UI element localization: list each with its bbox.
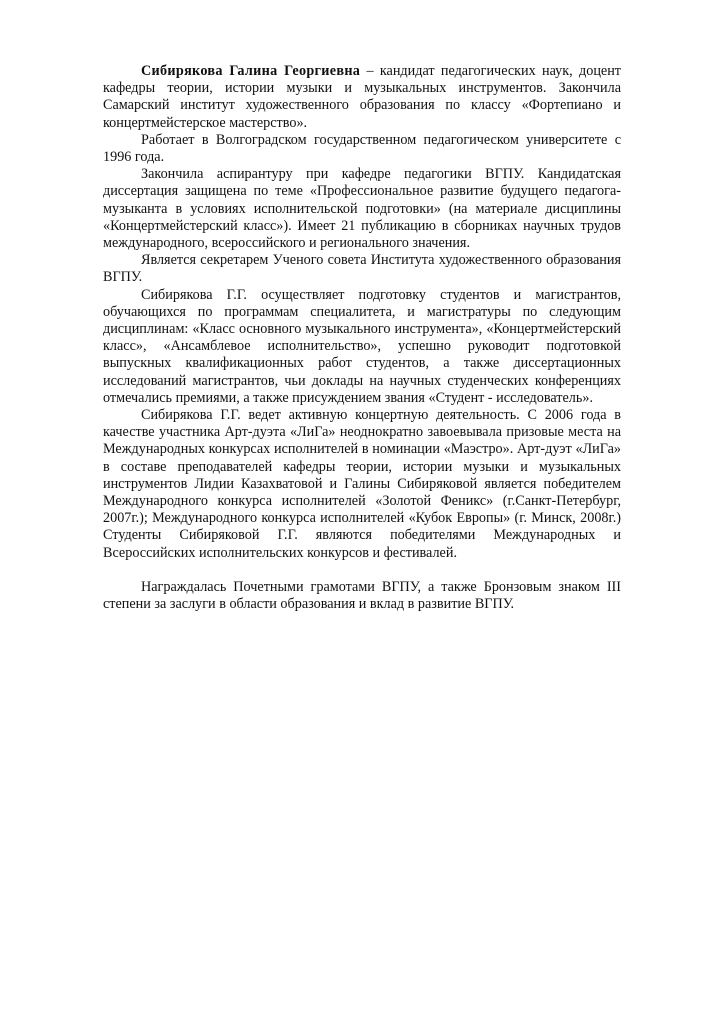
paragraph-awards: Награждалась Почетными грамотами ВГПУ, а также Бронзовым знаком III степени за заслуги в области образования и вклад в развитие ВГПУ. bbox=[103, 578, 621, 613]
paragraph-teaching: Сибирякова Г.Г. осуществляет подготовку студентов и магистрантов, обучающихся по программам специалитета, и магистратуры по следующим дисциплинам: «Класс основного музыкального инструмента», «Концертмейстерский класс», «Ансамблевое исполнительство», успешно руководит подготовкой выпускных квалификационных работ студентов, а также диссертационных исследований магистрантов, чьи доклады на научных студенческих конференциях отмечались премиями, а также присуждением звания «Студент - исследователь». bbox=[103, 286, 621, 406]
paragraph-secretary-note: Является секретарем Ученого совета Института художественного образования ВГПУ. bbox=[103, 252, 621, 286]
paragraph-concert-activity: Сибирякова Г.Г. ведет активную концертную деятельность. С 2006 года в качестве участника Арт-дуэта «ЛиГа» неоднократно завоевывала призовые места на Международных конкурсах исполнителей в номинации «Маэстро». Арт-дуэт «ЛиГа» в составе преподавателей кафедры теории, истории музыки и музыкальных инструментов Лидии Казахватовой и Галины Сибиряковой является победителем Международного конкурса исполнителей «Золотой Феникс» (г.Санкт-Петербург, 2007г.); Международного конкурса исполнителей «Кубок Европы» (г. Минск, 2008г.) Студенты Сибиряковой Г.Г. являются победителями Международных и Всероссийских исполнительских конкурсов и фестивалей. bbox=[103, 407, 621, 561]
paragraph-work-start: Работает в Волгоградском государственном педагогическом университете с 1996 года. bbox=[103, 131, 621, 166]
paragraph-intro bbox=[103, 63, 621, 132]
document-body bbox=[103, 63, 621, 613]
paragraph-intro-text: – кандидат педагогических наук, доцент кафедры теории, истории музыки и музыкальных инструментов. Закончила Самарский институт художественного образования по классу «Фортепиано и концертмейстерское мастерство». bbox=[103, 63, 621, 131]
paragraph-postgraduate: Закончила аспирантуру при кафедре педагогики ВГПУ. Кандидатская диссертация защищена по теме «Профессиональное развитие будущего педагога-музыканта в условиях исполнительской подготовки» (на материале дисциплины «Концертмейстерский класс»). Имеет 21 публикацию в сборниках научных трудов международного, всероссийского и регионального значения. bbox=[103, 166, 621, 252]
person-name: Сибирякова Галина Георгиевна bbox=[141, 63, 361, 79]
